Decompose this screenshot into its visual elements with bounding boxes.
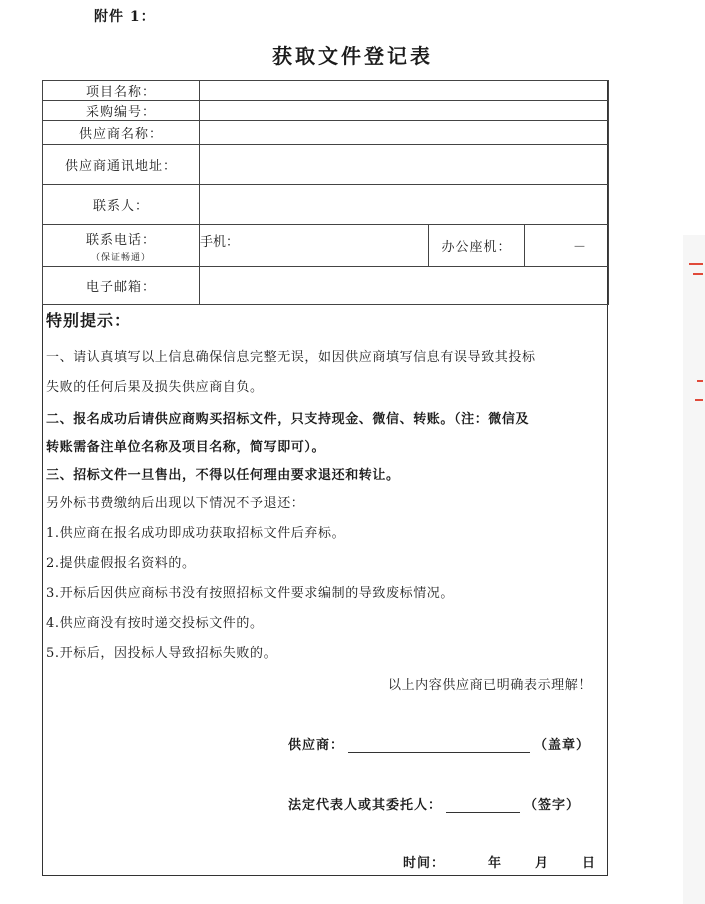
project-name-label: 项目名称： <box>43 81 200 101</box>
time-label: 时间： <box>403 856 446 871</box>
contact-field[interactable] <box>200 185 609 225</box>
mobile-cell[interactable] <box>200 225 429 267</box>
supplier-name-field[interactable] <box>200 121 609 145</box>
email-label: 电子邮箱： <box>43 267 200 305</box>
row-contact <box>43 185 609 225</box>
supplier-label: 供应商： <box>288 738 345 753</box>
sign-note: （签字） <box>524 798 581 813</box>
notice-line3: 三、招标文件一旦售出，不得以任何理由要求退还和转让。 <box>46 468 400 483</box>
supplier-signature-row <box>288 734 590 753</box>
mobile-label: 手机： <box>200 235 240 250</box>
phone-label-cell <box>43 225 200 267</box>
page-title: 获取文件登记表 <box>272 44 433 68</box>
month-label: 月 <box>535 856 550 871</box>
phone-sub-label: （保证畅通） <box>90 252 151 263</box>
registration-form-table <box>42 80 609 305</box>
row-email <box>43 267 609 305</box>
notice-line1a: 一、请认真填写以上信息确保信息完整无误，如因供应商填写信息有误导致其投标 <box>46 350 536 365</box>
notice-item2: 2.提供虚假报名资料的。 <box>46 556 196 571</box>
attachment-label: 附件 1： <box>94 9 156 25</box>
day-label: 日 <box>582 856 597 871</box>
office-phone-value: － <box>573 240 587 255</box>
row-project-name <box>43 81 609 101</box>
adjacent-page-edge <box>683 235 705 904</box>
stamp-fragment-mark <box>695 399 703 401</box>
supplier-seal-line[interactable] <box>348 752 530 753</box>
project-name-field[interactable] <box>200 81 609 101</box>
notice-line2b: 转账需备注单位名称及项目名称，简写即可）。 <box>46 440 326 455</box>
representative-label: 法定代表人或其委托人： <box>288 798 443 813</box>
stamp-fragment-mark <box>693 273 703 275</box>
phone-label: 联系电话： <box>85 232 156 248</box>
notice-line4: 另外标书费缴纳后出现以下情况不予退还： <box>46 496 305 511</box>
email-field[interactable] <box>200 267 609 305</box>
row-supplier-address <box>43 145 609 185</box>
supplier-address-field[interactable] <box>200 145 609 185</box>
representative-sign-line[interactable] <box>446 812 520 813</box>
office-phone-label: 办公座机： <box>429 225 525 267</box>
seal-note: （盖章） <box>534 738 591 753</box>
year-label: 年 <box>488 856 503 871</box>
notice-item4: 4.供应商没有按时递交投标文件的。 <box>46 616 264 631</box>
row-phone <box>43 225 609 267</box>
notice-heading: 特别提示： <box>46 311 132 330</box>
office-phone-field[interactable] <box>525 225 609 267</box>
contact-label: 联系人： <box>43 185 200 225</box>
notice-confirm: 以上内容供应商已明确表示理解！ <box>387 678 592 693</box>
procurement-no-field[interactable] <box>200 101 609 121</box>
row-supplier-name <box>43 121 609 145</box>
notice-item3: 3.开标后因供应商标书没有按照招标文件要求编制的导致废标情况。 <box>46 586 455 601</box>
representative-signature-row <box>288 794 580 813</box>
notice-item5: 5.开标后，因投标人导致招标失败的。 <box>46 646 278 661</box>
procurement-no-label: 采购编号： <box>43 101 200 121</box>
stamp-fragment-mark <box>689 263 703 265</box>
notice-line1b: 失败的任何后果及损失供应商自负。 <box>46 380 264 395</box>
supplier-address-label: 供应商通讯地址： <box>43 145 200 185</box>
supplier-name-label: 供应商名称： <box>43 121 200 145</box>
row-procurement-no <box>43 101 609 121</box>
notice-line2a: 二、报名成功后请供应商购买招标文件，只支持现金、微信、转账。（注：微信及 <box>46 412 530 427</box>
stamp-fragment-mark <box>697 380 703 382</box>
notice-item1: 1.供应商在报名成功即成功获取招标文件后弃标。 <box>46 526 346 541</box>
